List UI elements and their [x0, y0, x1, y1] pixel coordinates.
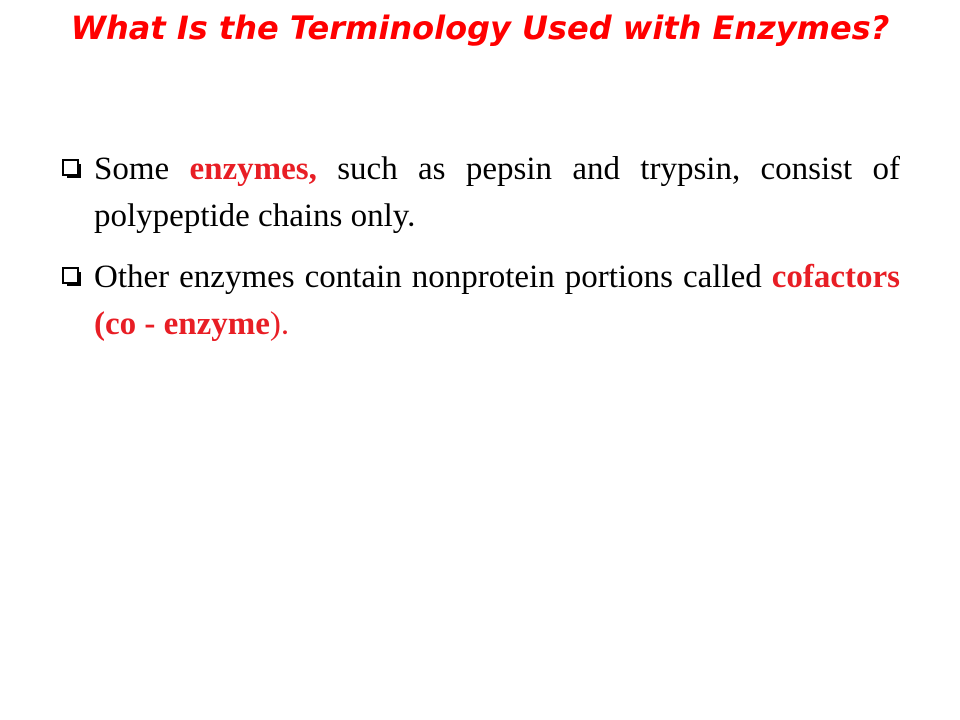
bullet-item-cofactors: [62, 254, 900, 348]
bullet-list: [62, 146, 900, 362]
bullet-item-enzymes: [62, 146, 900, 240]
checkbox-icon: [62, 267, 82, 287]
slide-title: What Is the Terminology Used with Enzymes?: [70, 9, 890, 47]
bullet-highlight: enzymes,: [189, 151, 317, 187]
bullet-text-after: such as pepsin and trypsin, consist of polypeptide chains only.: [94, 151, 901, 234]
bullet-text-before: Other enzymes contain nonprotein portions called: [94, 259, 772, 295]
bullet-text-before: Some: [94, 151, 190, 187]
bullet-highlight: cofactors (co - enzyme: [94, 259, 900, 342]
bullet-text-after: ).: [269, 306, 290, 342]
checkbox-icon: [62, 159, 82, 179]
